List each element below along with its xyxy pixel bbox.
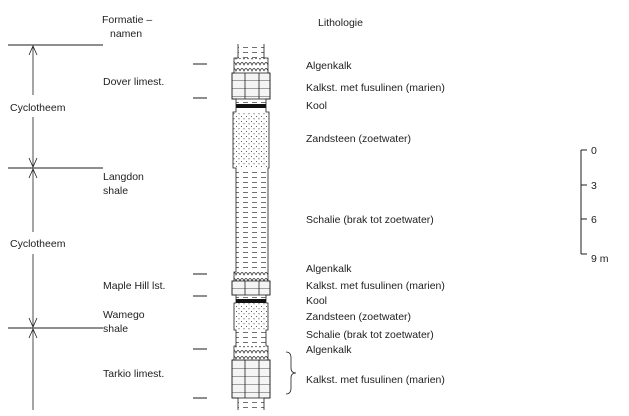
scale-tick-0: 0 (591, 145, 597, 157)
unit-shale-2 (236, 168, 268, 272)
unit-fusulinid-limestone-2 (232, 281, 270, 295)
lithology-label-algal-limestone-2: Algenkalk (306, 263, 352, 275)
tarkio-brace (286, 352, 296, 394)
formation-name-tarkio: Tarkio limest. (103, 368, 165, 380)
unit-shale-top (238, 44, 264, 58)
unit-sandstone-2 (234, 303, 268, 330)
unit-shale-3b (236, 330, 266, 346)
formation-name-langdon-line2: shale (103, 185, 129, 197)
scale-tick-9m: 9 m (591, 253, 609, 265)
unit-coal-1 (236, 104, 266, 108)
lithology-label-coal-1: Kool (306, 100, 328, 112)
lithology-label-sandstone-1: Zandsteen (zoetwater) (306, 133, 412, 145)
lithology-header: Lithologie (318, 17, 363, 29)
scale-bar (581, 145, 609, 265)
lithology-label-coal-2: Kool (306, 295, 328, 307)
scale-tick-3: 3 (591, 180, 597, 192)
scale-tick-6: 6 (591, 214, 597, 226)
unit-algal-limestone-1 (234, 58, 268, 73)
unit-shale-1b (236, 108, 266, 112)
lithology-label-shale-2: Schalie (brak tot zoetwater) (306, 329, 434, 341)
lithology-label-algal-limestone-3: Algenkalk (306, 344, 352, 356)
lithology-label-shale-1: Schalie (brak tot zoetwater) (306, 214, 434, 226)
unit-coal-2 (236, 299, 266, 303)
formation-boundary-ticks (193, 64, 207, 398)
cyclothem-bracket-3-partial (29, 329, 37, 410)
unit-algal-limestone-3 (234, 346, 268, 360)
unit-shale-bottom (238, 398, 264, 410)
lithology-label-sandstone-2: Zandsteen (zoetwater) (306, 311, 412, 323)
unit-algal-limestone-2 (234, 272, 268, 281)
unit-fusulinid-limestone-3 (232, 360, 270, 398)
cyclothem-bracket-2 (8, 169, 103, 328)
formation-name-langdon-line1: Langdon (103, 171, 144, 183)
lithologic-column (232, 44, 270, 410)
formation-name-wamego-line2: shale (103, 323, 129, 335)
cyclothem-bracket-1 (8, 45, 103, 168)
unit-fusulinid-limestone-1 (232, 73, 270, 99)
formation-names-header-line2: namen (110, 28, 143, 40)
formation-name-wamego-line1: Wamego (103, 309, 145, 321)
formation-names-header-line1: Formatie – (102, 14, 153, 26)
lithology-label-algal-limestone-1: Algenkalk (306, 60, 352, 72)
cyclothem-label-1: Cyclotheem (10, 102, 66, 114)
unit-shale-3a (236, 295, 266, 299)
formation-name-dover: Dover limest. (103, 76, 165, 88)
unit-shale-1a (236, 99, 266, 104)
lithology-label-fusulinid-limestone-1: Kalkst. met fusulinen (marien) (306, 82, 445, 94)
cyclothem-label-2: Cyclotheem (10, 238, 66, 250)
lithology-label-fusulinid-limestone-3: Kalkst. met fusulinen (marien) (306, 374, 445, 386)
lithology-label-fusulinid-limestone-2: Kalkst. met fusulinen (marien) (306, 280, 445, 292)
unit-sandstone-1 (233, 112, 269, 168)
formation-name-maple-hill: Maple Hill lst. (103, 280, 166, 292)
